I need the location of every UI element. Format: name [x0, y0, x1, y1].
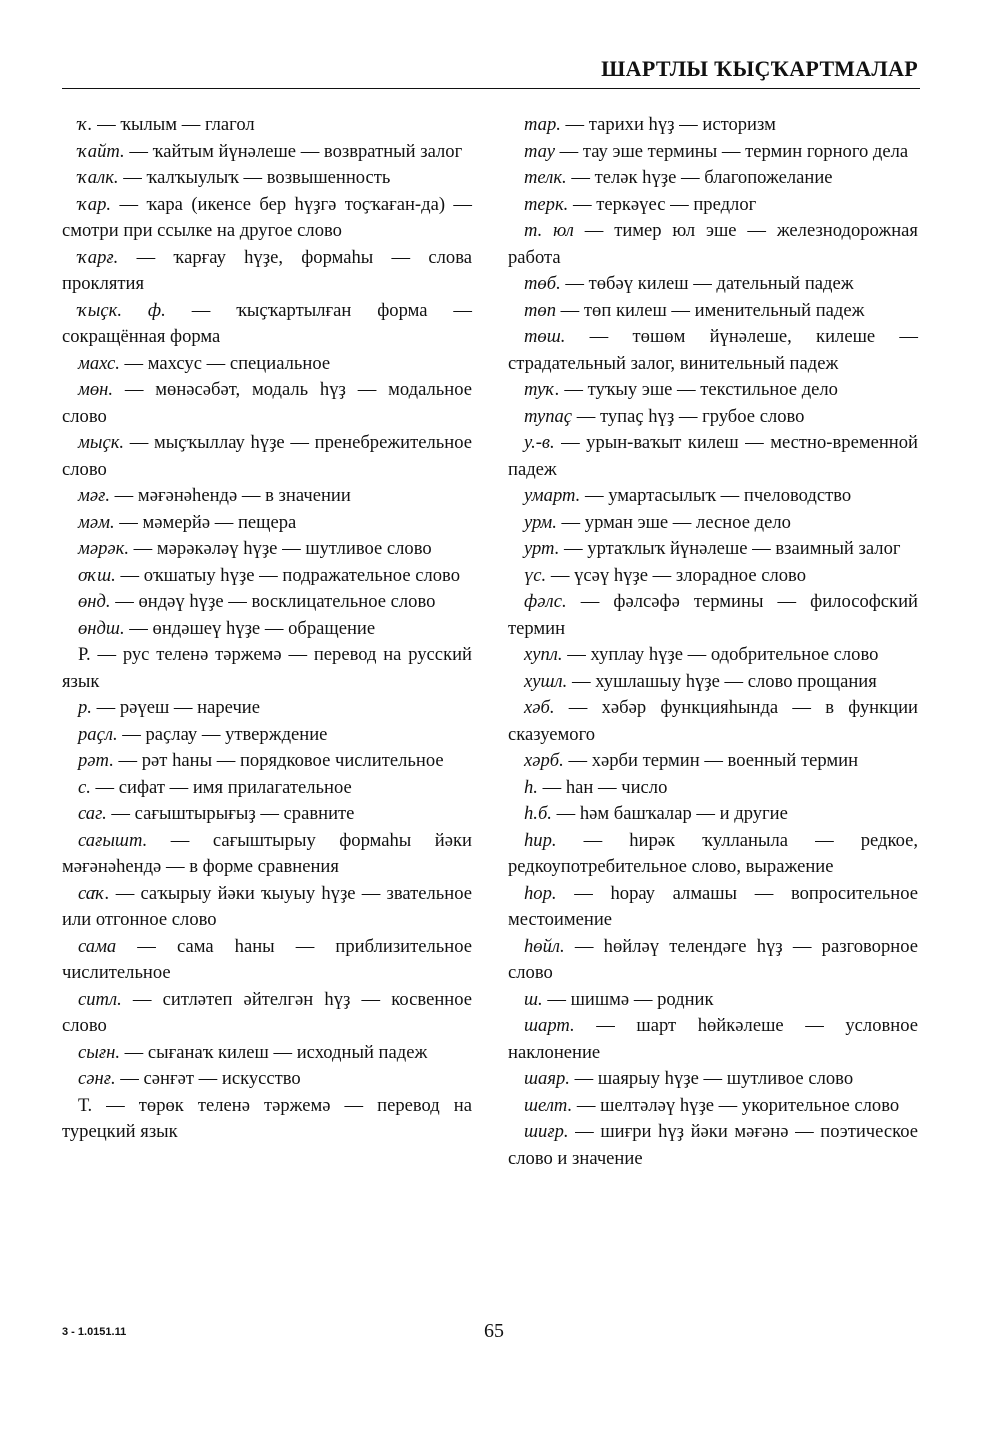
- abbreviation-entry: [508, 828, 918, 881]
- definition: — һәм башҡалар — и другие: [551, 803, 788, 824]
- abbreviation: туҡ.: [524, 379, 560, 400]
- abbreviation: мәрәк.: [78, 538, 130, 559]
- abbreviation: терк.: [524, 193, 569, 215]
- abbreviation-entry: [508, 563, 918, 590]
- definition: — фәлсәфә термины — философский термин: [508, 591, 918, 639]
- abbreviation: ҡ.: [78, 114, 93, 135]
- abbreviation-entry: [508, 1066, 918, 1093]
- definition: — хәбәр функцияһында — в функции сказуемого: [508, 697, 918, 745]
- definition: — сәнғәт — искусство: [115, 1068, 301, 1089]
- abbreviation: тар.: [524, 114, 561, 135]
- definition: — ҡайтым йүнәлеше — возвратный залог: [124, 140, 463, 162]
- abbreviation: ҡарғ.: [78, 246, 119, 268]
- abbreviation: тау: [524, 140, 555, 162]
- abbreviation-entry: [508, 775, 918, 802]
- abbreviation: с.: [78, 776, 91, 798]
- print-code: 3 - 1.0151.11: [62, 1326, 127, 1338]
- abbreviation-entry: [62, 801, 472, 828]
- abbreviation-entry: [508, 404, 918, 431]
- abbreviation: у.-в.: [524, 432, 555, 453]
- abbreviation-entry: [62, 1066, 472, 1093]
- abbreviation-entry: [508, 1013, 918, 1066]
- abbreviation-entry: [508, 934, 918, 987]
- definition: — тупаҫ һүҙ — грубое слово: [572, 405, 805, 427]
- definition: — ҡылым — глагол: [92, 114, 255, 135]
- abbreviation-entry: [62, 722, 472, 749]
- definition: — төбәү килеш — дательный падеж: [560, 273, 854, 294]
- definition: — раҫлау — утверждение: [117, 723, 328, 745]
- abbreviation-entry: [62, 1093, 472, 1146]
- definition: — умартасылыҡ — пчеловодство: [580, 485, 852, 506]
- right-column: [508, 112, 918, 1172]
- abbreviation-entry: [508, 483, 918, 510]
- abbreviation-entry: [62, 377, 472, 430]
- abbreviation-entry: [62, 510, 472, 537]
- abbreviation-entry: [62, 483, 472, 510]
- abbreviation: һөйл.: [524, 935, 565, 957]
- abbreviation-entry: [62, 112, 472, 139]
- abbreviation: саг.: [78, 803, 107, 824]
- definition: — шиғри һүҙ йәки мәғәнә — поэтическое слово и значение: [508, 1121, 918, 1169]
- abbreviation: мөн.: [78, 379, 114, 400]
- abbreviation-entry: [62, 139, 472, 166]
- abbreviation: үс.: [524, 564, 547, 586]
- abbreviation-entry: [508, 430, 918, 483]
- abbreviation-entry: [62, 987, 472, 1040]
- definition: — шелтәләү һүҙе — укорительное слово: [572, 1094, 900, 1116]
- definition: — оҡшатыу һүҙе — подражательное слово: [115, 564, 461, 586]
- page-number: 65: [484, 1320, 504, 1342]
- abbreviation-entry: [508, 218, 918, 271]
- abbreviation-entry: [508, 1119, 918, 1172]
- definition: — урман эше — лесное дело: [556, 511, 791, 533]
- abbreviation: һор.: [524, 882, 557, 904]
- abbreviation: һ.б.: [524, 803, 552, 824]
- abbreviation-entry: [62, 589, 472, 616]
- definition: — төшөм йүнәлеше, килеше — страдательный залог, винительный падеж: [508, 326, 918, 374]
- abbreviation: төш.: [524, 326, 566, 347]
- abbreviation-entry: [62, 748, 472, 775]
- definition: — сағыштырыу формаһы йәки мәғәнәһендә — в форме сравнения: [62, 829, 472, 877]
- abbreviation-entry: [508, 881, 918, 934]
- abbreviation: ҡыҫк. ф.: [78, 299, 166, 321]
- abbreviation: сәнғ.: [78, 1068, 116, 1089]
- abbreviation: умарт.: [524, 485, 581, 506]
- abbreviation-entry: [508, 298, 918, 325]
- abbreviation-entry: [508, 165, 918, 192]
- definition: — һирәк ҡулланыла — редкое, редкоупотребительное слово, выражение: [508, 829, 918, 877]
- abbreviation-entry: [62, 298, 472, 351]
- definition: — тау эше термины — термин горного дела: [554, 140, 909, 162]
- definition: — хуплау һүҙе — одобрительное слово: [562, 644, 879, 665]
- abbreviation: ҡайт.: [78, 140, 125, 162]
- definition: — теркәүес — предлог: [568, 193, 757, 215]
- definition: — хәрби термин — военный термин: [563, 750, 859, 771]
- abbreviation-entry: [508, 192, 918, 219]
- abbreviation-entry: [508, 642, 918, 669]
- abbreviation: мәм.: [78, 511, 115, 533]
- abbreviation-entry: [508, 536, 918, 563]
- abbreviation: сама: [78, 935, 117, 957]
- abbreviation: өндш.: [78, 617, 125, 639]
- abbreviation-entry: [62, 245, 472, 298]
- abbreviation-entry: [62, 351, 472, 378]
- abbreviation: мәғ.: [78, 485, 111, 506]
- definition: — ҡарғау һүҙе, формаһы — слова проклятия: [62, 246, 472, 294]
- definition: — ҡара (икенсе бер һүҙгә тоҫҡаған-да) — смотри при ссылке на другое слово: [62, 193, 472, 241]
- abbreviation: сығн.: [78, 1041, 120, 1063]
- definition: — сығанаҡ килеш — исходный падеж: [119, 1041, 428, 1063]
- abbreviation-entry: [508, 589, 918, 642]
- abbreviation: хәрб.: [524, 750, 564, 771]
- abbreviation: ҡалк.: [78, 167, 119, 188]
- abbreviation: ситл.: [78, 988, 122, 1010]
- definition: — уртаҡлыҡ йүнәлеше — взаимный залог: [559, 538, 901, 559]
- definition: — урын-ваҡыт килеш — местно-временной падеж: [508, 432, 918, 480]
- definition: — үсәү һүҙе — злорадное слово: [546, 564, 807, 586]
- abbreviation-entry: [62, 642, 472, 695]
- definition: — теләк һүҙе — благопожелание: [566, 167, 833, 188]
- definition: — һөйләү телендәге һүҙ — разговорное слово: [508, 935, 918, 983]
- abbreviation-entry: [62, 563, 472, 590]
- left-column: [62, 112, 472, 1146]
- abbreviation-entry: [508, 112, 918, 139]
- definition: — мәмерйә — пещера: [114, 511, 297, 533]
- abbreviation: хәб.: [524, 697, 555, 718]
- abbreviation: урт.: [524, 538, 560, 559]
- abbreviation-entry: [62, 430, 472, 483]
- abbreviation-entry: [508, 1093, 918, 1120]
- definition: — ситләтеп әйтелгән һүҙ — косвенное слово: [62, 988, 472, 1036]
- definition: — ҡыҫҡартылған форма — сокращённая форма: [62, 299, 472, 347]
- definition: — туҡыу эше — текстильное дело: [559, 379, 838, 400]
- abbreviation-entry: [62, 695, 472, 722]
- abbreviation: шаяр.: [524, 1068, 570, 1089]
- definition: — өндәшеү һүҙе — обращение: [124, 617, 376, 639]
- abbreviation-entry: [62, 616, 472, 643]
- running-header: [62, 52, 920, 89]
- abbreviation: рәт.: [78, 750, 114, 771]
- definition: — сама һаны — приблизительное числительное: [62, 935, 472, 983]
- abbreviation-entry: [508, 271, 918, 298]
- abbreviation-entry: [62, 828, 472, 881]
- definition: — хушлашыу һүҙе — слово прощания: [567, 670, 877, 692]
- abbreviation-entry: [62, 165, 472, 192]
- definition: — мыҫҡыллау һүҙе — пренебрежительное слово: [62, 432, 472, 480]
- definition: — шишмә — родник: [542, 988, 714, 1010]
- definition: — һан — число: [537, 776, 668, 798]
- abbreviation-entry: [508, 139, 918, 166]
- abbreviation: т. юл: [524, 220, 574, 241]
- definition: — ҡалҡыулыҡ — возвышенность: [118, 167, 391, 188]
- abbreviation: фәлс.: [524, 591, 567, 612]
- definition: — тимер юл эше — железнодорожная работа: [508, 220, 918, 268]
- definition: — рәт һаны — порядковое числительное: [113, 750, 444, 771]
- abbreviation: мыҫк.: [78, 432, 125, 453]
- abbreviation-entry: [62, 775, 472, 802]
- abbreviation-entry: [62, 934, 472, 987]
- abbreviation: һир.: [524, 829, 557, 851]
- definition: — төп килеш — именительный падеж: [556, 299, 865, 321]
- abbreviation-entry: [508, 510, 918, 537]
- abbreviation-entry: [508, 377, 918, 404]
- definition: — һорау алмашы — вопросительное местоимение: [508, 882, 918, 930]
- abbreviation: шелт.: [524, 1094, 573, 1116]
- abbreviation-entry: [508, 987, 918, 1014]
- abbreviation: телк.: [524, 167, 567, 188]
- abbreviation-entry: [508, 695, 918, 748]
- abbreviation: төб.: [524, 273, 561, 294]
- definition: — тарихи һүҙ — историзм: [560, 114, 776, 135]
- abbreviation: хупл.: [524, 644, 563, 665]
- abbreviation: саҡ.: [78, 882, 110, 904]
- abbreviation: төп: [524, 299, 557, 321]
- definition: — мәрәкәләү һүҙе — шутливое слово: [129, 538, 432, 559]
- abbreviation: урм.: [524, 511, 557, 533]
- definition: Р. — рус теленә тәржемә — перевод на русский язык: [62, 644, 472, 692]
- abbreviation: махс.: [78, 352, 120, 374]
- abbreviation: оҡш.: [78, 564, 116, 586]
- definition: — махсус — специальное: [119, 352, 331, 374]
- abbreviation: сағышт.: [78, 829, 148, 851]
- abbreviation: ҡар.: [78, 193, 112, 215]
- abbreviation-entry: [62, 881, 472, 934]
- abbreviation: хушл.: [524, 670, 568, 692]
- abbreviation-entry: [508, 324, 918, 377]
- abbreviation-entry: [508, 801, 918, 828]
- abbreviation: ш.: [524, 988, 543, 1010]
- abbreviation-entry: [62, 192, 472, 245]
- definition: — мәғәнәһендә — в значении: [110, 485, 351, 506]
- abbreviation-entry: [508, 669, 918, 696]
- definition: — сифат — имя прилагательное: [90, 776, 352, 798]
- abbreviation: раҫл.: [78, 723, 118, 745]
- abbreviation-entry: [62, 536, 472, 563]
- page-title: ШАРТЛЫ ҠЫҪҠАРТМАЛАР: [601, 56, 918, 81]
- abbreviation: шарт.: [524, 1015, 575, 1036]
- definition: — шаярыу һүҙе — шутливое слово: [569, 1068, 854, 1089]
- definition: — рәүеш — наречие: [91, 697, 260, 718]
- abbreviation: шиғр.: [524, 1121, 569, 1142]
- definition: — саҡырыу йәки ҡыуыу һүҙе — звательное или отгонное слово: [62, 882, 472, 930]
- abbreviation-entry: [508, 748, 918, 775]
- definition: — мөнәсәбәт, модаль һүҙ — модальное слово: [62, 379, 472, 427]
- abbreviation: өнд.: [78, 591, 111, 612]
- abbreviation: һ.: [524, 776, 538, 798]
- abbreviation-entry: [62, 1040, 472, 1067]
- abbreviation: р.: [78, 697, 92, 718]
- definition: — өндәү һүҙе — восклицательное слово: [110, 591, 436, 612]
- abbreviation: тупаҫ: [524, 405, 573, 427]
- definition: Т. — төрөк теленә тәржемә — перевод на турецкий язык: [62, 1094, 472, 1142]
- definition: — сағыштырығыҙ — сравните: [106, 803, 355, 824]
- definition: — шарт һөйкәлеше — условное наклонение: [508, 1015, 918, 1063]
